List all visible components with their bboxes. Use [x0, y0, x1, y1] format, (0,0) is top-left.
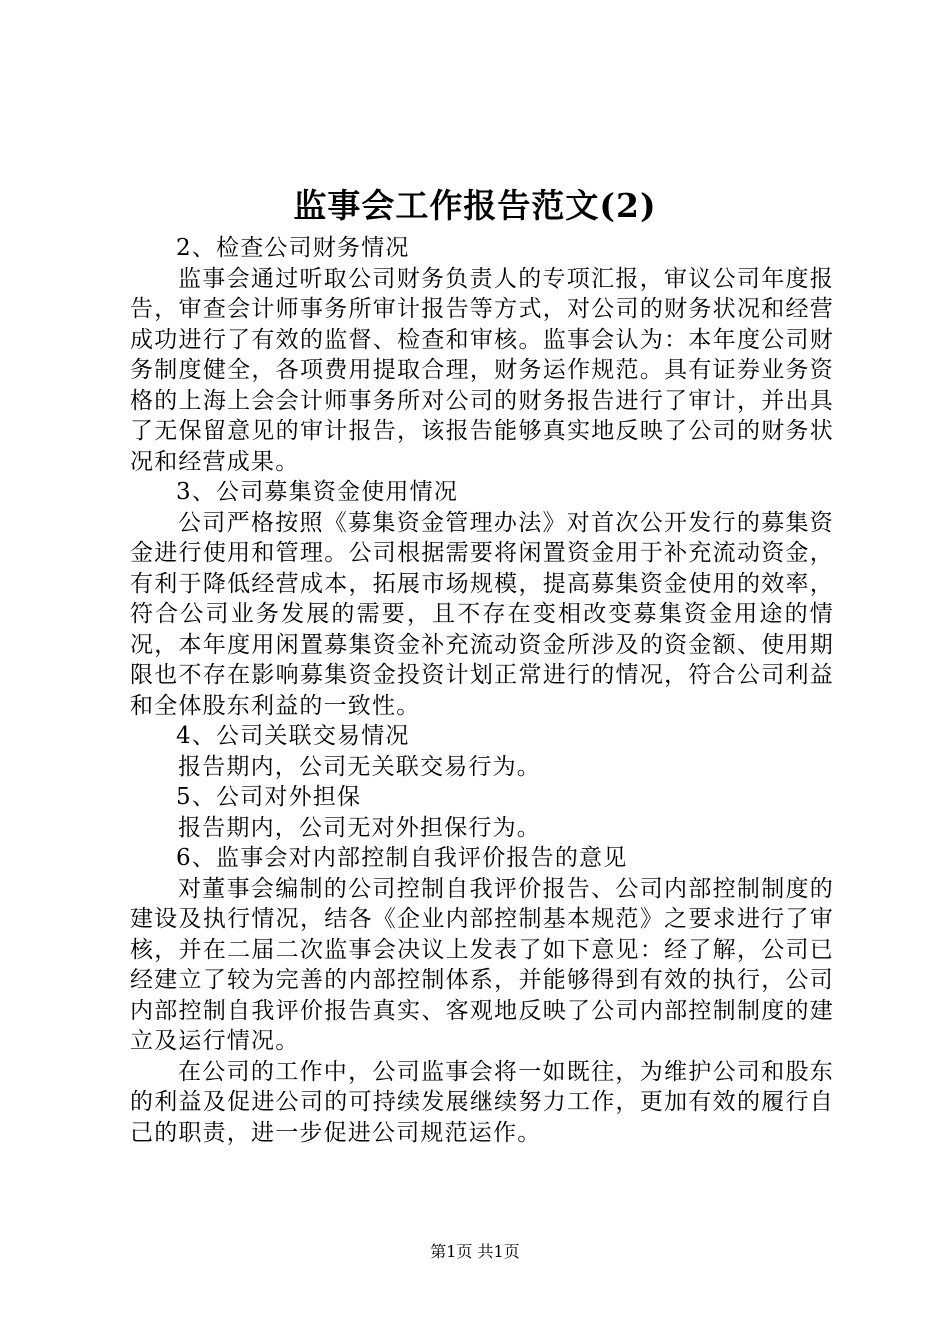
section-external-guarantee	[130, 782, 834, 843]
document-title: 监事会工作报告范文(2)	[293, 186, 657, 225]
section-financial-review	[130, 233, 834, 477]
section-heading: 5、公司对外担保	[176, 784, 362, 810]
section-internal-control	[130, 843, 834, 1057]
section-related-transactions	[130, 721, 834, 782]
page-number-footer: 第1页 共1页	[430, 1242, 520, 1261]
section-heading: 2、检查公司财务情况	[176, 235, 410, 261]
closing-paragraph: 在公司的工作中，公司监事会将一如既往，为维护公司和股东的利益及促进公司的可持续发展继续努力工作，更加有效的履行自己的职责，进一步促进公司规范运作。	[130, 1058, 834, 1146]
document-body	[130, 233, 834, 1148]
section-paragraph: 公司严格按照《募集资金管理办法》对首次公开发行的募集资金进行使用和管理。公司根据需要将闲置资金用于补充流动资金，有利于降低经营成本，拓展市场规模，提高募集资金使用的效率，符合公司业务发展的需要，且不存在变相改变募集资金用途的情况，本年度用闲置募集资金补充流动资金所涉及的资金额、使用期限也不存在影响募集资金投资计划正常进行的情况，符合公司利益和全体股东利益的一致性。	[130, 509, 834, 719]
section-paragraph: 报告期内，公司无关联交易行为。	[178, 753, 541, 780]
section-heading: 6、监事会对内部控制自我评价报告的意见	[176, 845, 628, 871]
section-heading: 3、公司募集资金使用情况	[176, 479, 459, 505]
section-raised-funds	[130, 477, 834, 721]
section-paragraph: 对董事会编制的公司控制自我评价报告、公司内部控制制度的建设及执行情况，结各《企业内部控制基本规范》之要求进行了审核，并在二届二次监事会决议上发表了如下意见：经了解，公司已经建立了较为完善的内部控制体系，并能够得到有效的执行，公司内部控制自我评价报告真实、客观地反映了公司内部控制制度的建立及运行情况。	[130, 875, 834, 1054]
section-heading: 4、公司关联交易情况	[176, 723, 410, 749]
section-paragraph: 监事会通过听取公司财务负责人的专项汇报，审议公司年度报告，审查会计师事务所审计报告等方式，对公司的财务状况和经营成功进行了有效的监督、检查和审核。监事会认为：本年度公司财务制度健全，各项费用提取合理，财务运作规范。具有证券业务资格的上海上会会计师事务所对公司的财务报告进行了审计，并出具了无保留意见的审计报告，该报告能够真实地反映了公司的财务状况和经营成果。	[130, 265, 834, 475]
section-paragraph: 报告期内，公司无对外担保行为。	[178, 814, 541, 841]
